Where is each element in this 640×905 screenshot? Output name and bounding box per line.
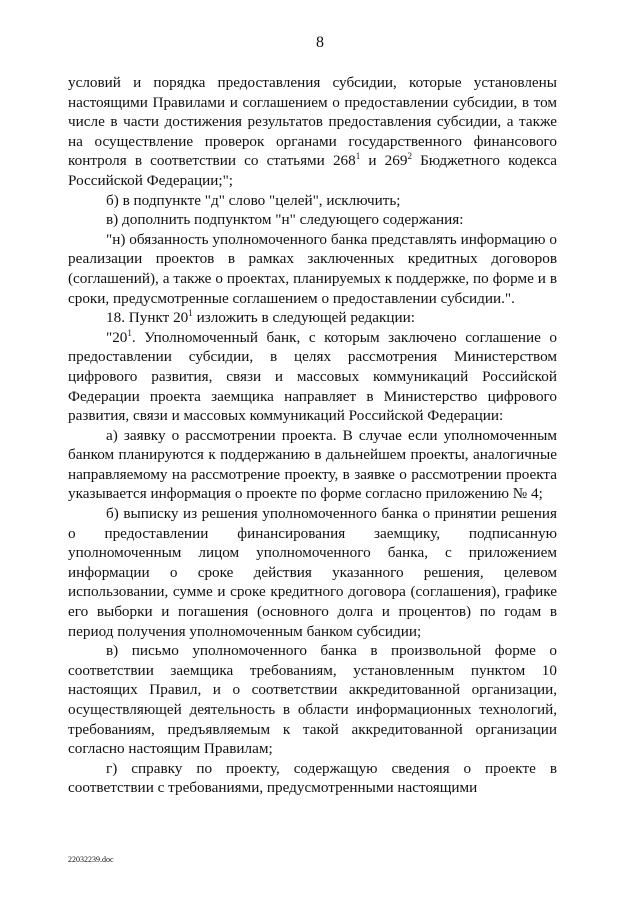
paragraph-n-quote <box>68 230 557 308</box>
text-run: 18. Пункт 20 <box>106 309 189 327</box>
text-run: и 269 <box>360 152 408 170</box>
text-run: . Уполномоченный банк, с которым заключено соглашение о предоставлении субсидии, в целях рассмотрения Министерством цифрового развития, связи и массовых коммуникаций Российской Федерации проекта заемщика направляет в Министерство цифрового развития, связи и массовых коммуникаций Российской Федерации: <box>68 328 557 425</box>
text-run: в) письмо уполномоченного банка в произвольной форме о соответствии заемщика требованиям, установленным пунктом 10 настоящих Правил, и о соответствии аккредитованной организации, осуществляющей деятельность в области информационных технологий, требованиям, предъявляемым к такой аккредитованной организации согласно настоящим Правилам; <box>68 642 557 758</box>
paragraph-a <box>68 426 557 504</box>
document-body <box>68 73 557 798</box>
text-run: в) дополнить подпунктом "н" следующего содержания: <box>106 211 464 229</box>
text-run: условий и порядка предоставления субсидии, которые установлены настоящими Правилами и соглашением о предоставлении субсидии, в том числе в части достижения результатов предоставления субсидии, а также на осуществление проверок органами государственного финансового контроля в соответствии со статьями 268 <box>68 74 557 170</box>
paragraph-item-18 <box>68 308 557 328</box>
text-run: изложить в следующей редакции: <box>192 309 415 327</box>
page-number: 8 <box>316 34 324 51</box>
superscript: 1 <box>355 151 361 162</box>
paragraph-b <box>68 191 557 211</box>
text-run: б) выписку из решения уполномоченного банка о принятии решения о предоставлении финансирования заемщику, подписанную уполномоченным лицом уполномоченного банка, с приложением информации о сроке действия указанного решения, целевом использовании, сумме и сроке кредитного договора (соглашения), графике его выборки и погашения (основного долга и процентов) по годам в период получения уполномоченным банком субсидии; <box>68 505 557 640</box>
superscript: 2 <box>407 151 412 162</box>
paragraph-continuation <box>68 73 557 191</box>
paragraph-b-extract <box>68 504 557 641</box>
paragraph-v-letter <box>68 641 557 759</box>
superscript: 1 <box>188 308 193 319</box>
text-run: а) заявку о рассмотрении проекта. В случае если уполномоченным банком планируются к поддержанию в дальнейшем проекты, аналогичные направляемому на рассмотрение проекту, в заявке о рассмотрении проекта указывается информация о проекте по форме согласно приложению № 4; <box>68 426 557 503</box>
footer-document-code: 22032239.doc <box>68 855 114 864</box>
paragraph-item-20-1 <box>68 328 557 426</box>
text-run: г) справку по проекту, содержащую сведения о проекте в соответствии с требованиями, предусмотренными настоящими <box>68 759 557 797</box>
paragraph-v <box>68 210 557 230</box>
text-run: "н) обязанность уполномоченного банка представлять информацию о реализации проектов в рамках заключенных кредитных договоров (соглашений), а также о проектах, планируемых к поддержке, по форме и в сроки, предусмотренные соглашением о предоставлении субсидии.". <box>68 230 557 307</box>
text-run: "20 <box>106 328 128 346</box>
text-run: б) в подпункте "д" слово "целей", исключить; <box>106 191 401 209</box>
paragraph-g <box>68 759 557 798</box>
text-run: Бюджетного кодекса Российской Федерации;"; <box>68 152 557 189</box>
superscript: 1 <box>127 327 132 338</box>
